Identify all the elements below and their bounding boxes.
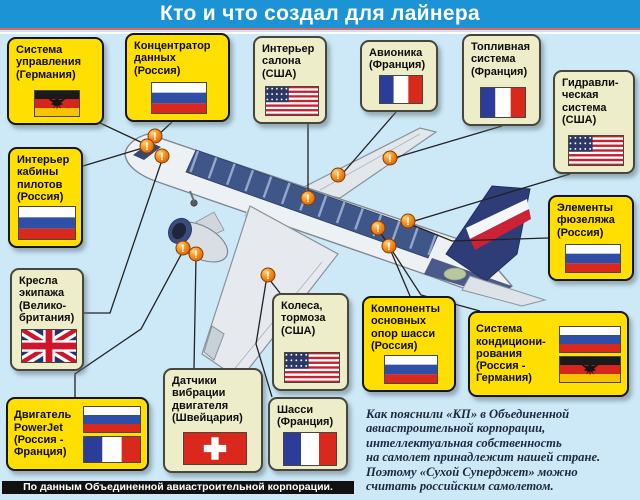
- svg-text:!: !: [387, 240, 391, 253]
- label-koncentrator-dannyh: [125, 33, 230, 122]
- label-line: Концентратор: [134, 40, 211, 52]
- label-flags: [18, 203, 76, 240]
- label-interer-salona: [253, 36, 327, 124]
- svg-text:!: !: [406, 215, 410, 228]
- label-line: (Велико-: [19, 299, 67, 312]
- label-flags: [284, 349, 340, 383]
- flag-usa-icon: [284, 352, 340, 383]
- label-line: (Швейцария): [172, 411, 243, 424]
- connector-line-sistema-upravleniya: [100, 123, 147, 145]
- label-line: кабины: [17, 166, 59, 179]
- flag-russia-icon: [151, 82, 207, 114]
- label-line: Колеса,: [281, 300, 323, 312]
- label-line: (Россия -: [476, 360, 526, 373]
- svg-text:!: !: [145, 140, 149, 153]
- label-flags: [283, 429, 337, 466]
- connector-line-kresla-ekipazha: [84, 160, 162, 313]
- commentary-line: на самолет принадлежит нашей стране.: [366, 450, 601, 465]
- label-flags: [21, 326, 77, 363]
- component-marker-icon: [140, 139, 154, 153]
- label-line: двигателя: [172, 399, 229, 412]
- label-line: (США): [562, 113, 597, 126]
- label-line: (Россия -: [14, 434, 64, 446]
- svg-text:!: !: [376, 222, 380, 235]
- svg-text:!: !: [388, 152, 392, 165]
- label-flags: [265, 83, 319, 116]
- flag-russia-icon: [83, 406, 141, 433]
- label-avionika: [360, 40, 438, 112]
- label-text: [369, 47, 432, 72]
- rear-cutaway-tank: [444, 268, 466, 280]
- flag-russia-icon: [565, 244, 621, 273]
- white-divider: [0, 32, 640, 34]
- label-line: основных: [371, 315, 426, 328]
- page-title: Кто и что создал для лайнера: [0, 0, 640, 28]
- flag-russia-icon: [18, 206, 76, 240]
- connector-line-datchiki-vibracii: [194, 257, 196, 368]
- commentary-line: Поэтому «Сухой Суперджет» можно: [366, 464, 578, 479]
- label-line: экипажа: [19, 287, 65, 300]
- label-line: Элементы: [557, 202, 614, 214]
- svg-text:!: !: [160, 150, 164, 163]
- label-text: [281, 300, 343, 337]
- label-line: управления: [16, 56, 82, 69]
- label-line: опор шасси: [371, 327, 436, 340]
- label-line: Германия): [476, 372, 532, 385]
- label-text: [557, 202, 628, 239]
- label-line: (Германия): [16, 68, 76, 81]
- label-line: (США): [262, 67, 297, 80]
- label-line: Система: [16, 44, 63, 56]
- label-line: данных: [134, 52, 176, 65]
- component-marker-icon: [383, 151, 397, 165]
- label-datchiki-vibracii: [163, 368, 263, 473]
- commentary-text: [366, 407, 638, 493]
- label-toplivnaya-sistema: [462, 34, 541, 126]
- label-line: Датчики: [172, 375, 217, 387]
- commentary-line: считать российским самолетом.: [366, 479, 554, 494]
- label-dvigatel-powerjet: [6, 397, 149, 471]
- label-line: Двигатель: [14, 409, 72, 422]
- label-text: [16, 44, 98, 81]
- svg-text:!: !: [181, 242, 185, 255]
- flag-usa-icon: [265, 86, 319, 116]
- component-marker-icon: [382, 239, 396, 253]
- label-kolesa-tormoza: [272, 293, 349, 391]
- component-marker-icon: [176, 241, 190, 255]
- label-text: [17, 154, 77, 203]
- label-line: (Россия): [134, 64, 181, 77]
- label-line: Система: [476, 323, 523, 336]
- label-flags: [559, 326, 621, 383]
- label-line: (Франция): [471, 65, 528, 78]
- label-line: (Франция): [277, 416, 334, 429]
- flag-usa-icon: [568, 135, 624, 166]
- label-shassi: [268, 397, 348, 471]
- label-line: Шасси: [277, 404, 314, 416]
- label-line: рования: [476, 347, 522, 360]
- source-note: По данным Объединенной авиастроительной корпорации.: [2, 481, 354, 494]
- label-text: [371, 303, 450, 352]
- component-marker-icon: [261, 268, 275, 282]
- label-flags: [568, 132, 624, 166]
- label-flags: [480, 84, 526, 118]
- label-line: система: [562, 101, 607, 114]
- label-line: Кресла: [19, 275, 58, 287]
- flag-france-icon: [283, 432, 337, 466]
- label-line: (США): [281, 324, 316, 337]
- label-line: пилотов: [17, 178, 63, 191]
- label-interer-kabiny-pilotov: [8, 147, 83, 248]
- svg-text:!: !: [336, 169, 340, 182]
- svg-text:!: !: [153, 130, 157, 143]
- label-sistema-upravleniya: [7, 37, 104, 125]
- label-line: Франция): [14, 446, 67, 459]
- label-komponenty-opor-shassi: [362, 296, 456, 392]
- label-text: [562, 77, 629, 126]
- label-gidravlicheskaya-sistema: [553, 70, 635, 174]
- label-text: [277, 404, 342, 429]
- component-marker-icon: [331, 168, 345, 182]
- commentary-line: Как пояснили «КП» в Объединенной: [366, 407, 570, 421]
- component-marker-icon: [155, 149, 169, 163]
- label-line: британия): [19, 311, 75, 324]
- label-line: Топливная: [471, 41, 531, 53]
- label-line: (Россия): [17, 190, 64, 203]
- label-line: фюзеляжа: [557, 214, 615, 227]
- label-line: кондициони-: [476, 335, 546, 348]
- label-text: [471, 41, 535, 78]
- label-line: салона: [262, 55, 301, 68]
- label-flags: [151, 79, 207, 114]
- label-line: (Франция): [369, 59, 426, 72]
- label-flags: [34, 87, 80, 117]
- label-line: вибрации: [172, 387, 226, 400]
- label-line: тормоза: [281, 312, 326, 325]
- flag-germany-icon: [559, 356, 621, 383]
- label-text: [14, 409, 80, 458]
- flag-switzerland-icon: [183, 432, 247, 465]
- label-text: [19, 275, 78, 324]
- label-flags: [183, 429, 247, 465]
- label-line: PowerJet: [14, 421, 63, 434]
- component-marker-icon: [401, 214, 415, 228]
- component-marker-icon: [189, 247, 203, 261]
- flag-uk-icon: [21, 329, 77, 363]
- label-text: [262, 43, 321, 80]
- flag-france-icon: [379, 75, 423, 104]
- label-kresla-ekipazha: [10, 268, 84, 371]
- svg-text:!: !: [194, 248, 198, 261]
- component-marker-icon: [301, 191, 315, 205]
- flag-germany-icon: [34, 90, 80, 117]
- label-line: (Россия): [371, 339, 418, 352]
- label-flags: [565, 241, 621, 273]
- label-line: Интерьер: [17, 154, 70, 166]
- label-line: Интерьер: [262, 43, 315, 55]
- component-marker-icon: [371, 221, 385, 235]
- label-line: (Россия): [557, 226, 604, 239]
- label-sistema-kondicionirovaniya: [468, 311, 629, 397]
- commentary-line: интеллектуальная собственность: [366, 435, 562, 450]
- label-text: [172, 375, 257, 424]
- flag-france-icon: [480, 87, 526, 118]
- label-line: Гидравли-: [562, 77, 619, 89]
- label-line: ческая: [562, 89, 599, 102]
- label-line: Авионика: [369, 47, 423, 59]
- label-flags: [83, 406, 141, 463]
- far-wing: [298, 128, 436, 198]
- label-flags: [384, 352, 438, 384]
- svg-text:!: !: [266, 269, 270, 282]
- label-text: [476, 323, 556, 385]
- flag-russia-icon: [559, 326, 621, 353]
- label-line: Компоненты: [371, 303, 440, 315]
- label-text: [134, 40, 224, 77]
- commentary-line: авиастроительной корпорации,: [366, 421, 546, 436]
- label-flags: [379, 72, 423, 104]
- label-elementy-fyuzelyazha: [548, 195, 634, 281]
- flag-russia-icon: [384, 355, 438, 384]
- flag-france-icon: [83, 436, 141, 463]
- svg-text:!: !: [306, 192, 310, 205]
- label-line: система: [471, 53, 516, 66]
